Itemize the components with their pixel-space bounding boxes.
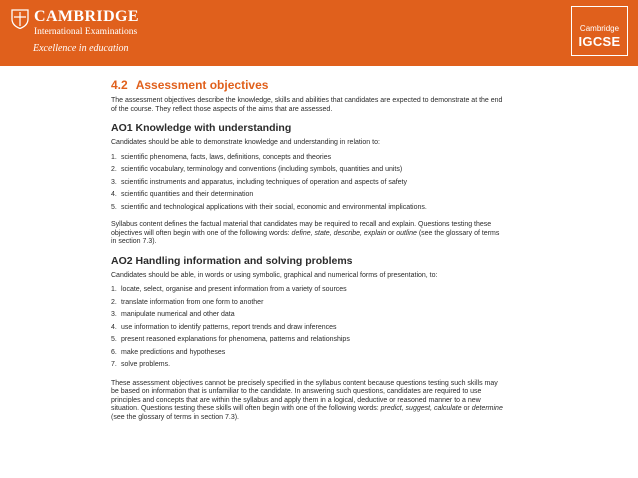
list-item-number: 6. [111, 348, 117, 356]
list-item [111, 334, 506, 347]
list-item [111, 359, 506, 372]
list-item [111, 347, 506, 360]
list-item-number: 2. [111, 298, 117, 306]
list-item-number: 3. [111, 311, 117, 318]
ao2-list [111, 284, 506, 372]
list-item [111, 152, 506, 165]
ao2-note-text: These assessment objectives cannot be precisely specified in the syllabus content because questions testing such skills may be based on information that is unfamiliar to the candidate. In answering such questions, candidates are required to use principles and concepts that are within the syllabus and apply them in a logical, deductive or reasoned manner to a new situation. Questions testing these skills will often begin with one of the following words: [111, 379, 498, 412]
section-number: 4.2 [111, 78, 128, 92]
list-item-number: 4. [111, 191, 117, 198]
list-item-text: use information to identify patterns, report trends and draw inferences [121, 323, 337, 331]
ao2-note-keywords: predict, suggest, calculate [380, 405, 462, 412]
list-item-text: locate, select, organise and present information from a variety of sources [121, 286, 347, 293]
ao2-heading: AO2 Handling information and solving problems [111, 254, 353, 267]
ao1-list [111, 152, 506, 215]
list-item [111, 189, 506, 202]
ao2-note-keyword-last: determine [471, 405, 503, 412]
section-intro: The assessment objectives describe the knowledge, skills and abilities that candidates are expected to demonstrate at the end of the course. They reflect those aspects of the aims that are assessed. [111, 97, 503, 113]
ao2-note [111, 380, 506, 423]
list-item [111, 202, 506, 215]
section-heading [111, 78, 506, 94]
ao1-note-keyword-last: outline [396, 229, 417, 237]
list-item-text: manipulate numerical and other data [121, 311, 235, 318]
section-title: Assessment objectives [135, 78, 269, 92]
cambridge-logo [11, 7, 151, 59]
list-item [111, 284, 506, 297]
list-item-number: 2. [111, 166, 117, 173]
list-item-text: scientific and technological applications with their social, economic and environmental implications. [121, 203, 427, 211]
list-item-text: scientific phenomena, facts, laws, definitions, concepts and theories [121, 153, 332, 161]
list-item-number: 7. [111, 361, 117, 368]
list-item-text: translate information from one form to another [121, 298, 264, 306]
ao1-heading: AO1 Knowledge with understanding [111, 122, 292, 134]
list-item-number: 5. [111, 203, 117, 211]
list-item-text: scientific vocabulary, terminology and conventions (including symbols, quantities and units) [121, 166, 403, 173]
list-item-text: scientific quantities and their determination [121, 191, 254, 198]
ao1-note-text: Syllabus content defines the factual material that candidates may be required to recall and explain. Questions testing these objectives will often begin with one of the following words: [111, 221, 492, 237]
list-item [111, 297, 506, 310]
crest-icon [11, 9, 29, 29]
ao1-note-reference: (see the glossary of terms in section 7.3). [111, 229, 500, 245]
header-banner [0, 0, 638, 66]
list-item [111, 309, 506, 322]
list-item-number: 5. [111, 336, 117, 343]
list-item-text: present reasoned explanations for phenomena, patterns and relationships [121, 336, 350, 343]
list-item [111, 177, 506, 190]
igcse-badge [571, 6, 628, 56]
list-item [111, 322, 506, 335]
list-item-number: 1. [111, 286, 117, 293]
list-item-number: 1. [111, 153, 117, 161]
igcse-badge-title: IGCSE [578, 34, 621, 49]
brand-title: CAMBRIDGE [34, 8, 139, 25]
ao1-note [111, 221, 506, 247]
igcse-badge-small: Cambridge [579, 24, 620, 33]
ao2-note-or: or [461, 405, 472, 412]
list-item-number: 3. [111, 178, 117, 186]
ao1-note-or: or [386, 229, 397, 237]
list-item [111, 164, 506, 177]
brand-subtitle: International Examinations [34, 27, 138, 37]
ao1-lead: Candidates should be able to demonstrate knowledge and understanding in relation to: [111, 139, 380, 146]
list-item-text: make predictions and hypotheses [121, 348, 226, 356]
brand-tagline: Excellence in education [33, 43, 129, 54]
list-item-text: solve problems. [121, 361, 171, 368]
ao1-note-keywords: define, state, describe, explain [291, 229, 387, 237]
document-body [111, 78, 506, 422]
ao2-lead: Candidates should be able, in words or using symbolic, graphical and numerical forms of presentation, to: [111, 271, 438, 279]
list-item-text: scientific instruments and apparatus, including techniques of operation and aspects of safety [121, 178, 408, 186]
list-item-number: 4. [111, 323, 117, 331]
ao2-note-reference: (see the glossary of terms in section 7.3). [111, 413, 239, 421]
